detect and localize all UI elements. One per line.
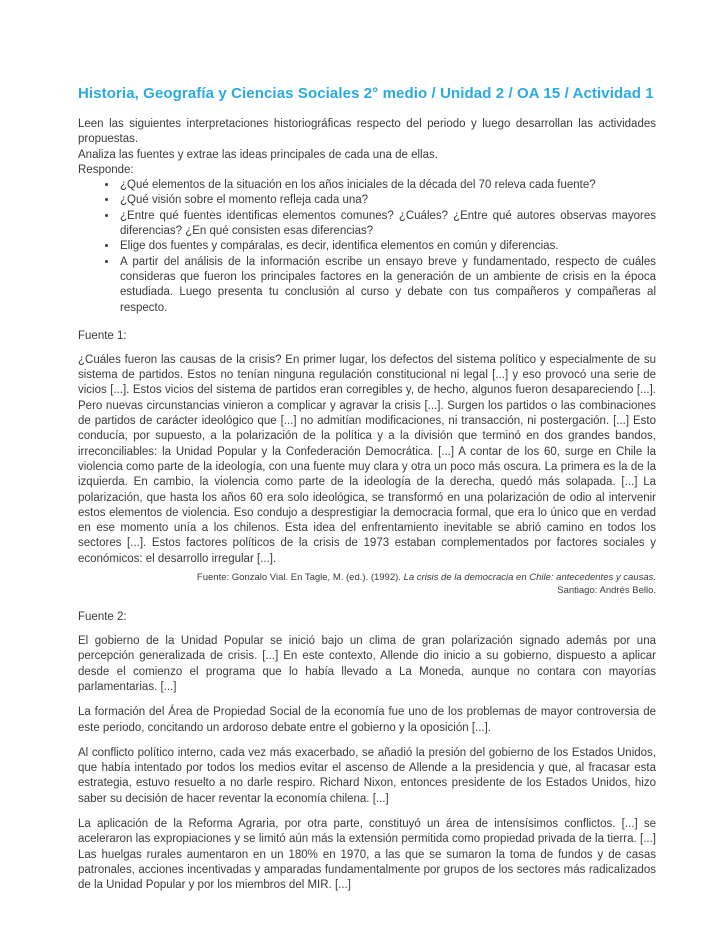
citation-line-1 — [78, 572, 656, 585]
source2-paragraph-3: Al conflicto político interno, cada vez más exacerbado, se añadió la presión del gobierno de los Estados Unidos, que había intentado por todos los medios evitar el ascenso de Allende a la presidencia y que, al fracasar esta estrategia, estuvo resuelto a no darle respiro. Richard Nixon, entonces presidente de los Estados Unidos, hizo saber su decisión de hacer reventar la economía chilena. [...] — [78, 746, 656, 805]
question-item: • ¿Qué elementos de la situación en los años iniciales de la década del 70 releva cada fuente? — [118, 178, 656, 193]
source1-label: Fuente 1: — [78, 329, 127, 342]
source1-citation — [78, 572, 656, 597]
citation-prefix: Fuente: Gonzalo Vial. En Tagle, M. (ed.). (1992). — [196, 572, 404, 584]
source2-label: Fuente 2: — [78, 611, 127, 624]
citation-line-2: Santiago: Andrés Bello. — [557, 584, 656, 596]
intro-instruction-2: Analiza las fuentes y extrae las ideas principales de cada una de ellas. — [78, 148, 438, 161]
question-item: • ¿Entre qué fuentes identificas elementos comunes? ¿Cuáles? ¿Entre qué autores observas mayores diferencias? ¿En qué consisten esas diferencias? — [118, 209, 656, 240]
intro-instruction-respond: Responde: — [78, 163, 134, 176]
source2-paragraph-2: La formación del Área de Propiedad Social de la economía fue uno de los problemas de mayor controversia de este periodo, concitando un ardoroso debate entre el gobierno y la oposición [...]. — [78, 706, 656, 734]
page-title: Historia, Geografía y Ciencias Sociales 2° medio / Unidad 2 / OA 15 / Actividad 1 — [78, 85, 654, 102]
citation-title: La crisis de la democracia en Chile: antecedentes y causas. — [403, 572, 656, 584]
source2-paragraph-1: El gobierno de la Unidad Popular se inició bajo un clima de gran polarización signado además por una percepción generalizada de crisis. [...] En este contexto, Allende dio inicio a su gobierno, dispuesto a aplicar desde el comienzo el programa que lo había llevado a La Moneda, aunque no contara con mayorías parlamentarias. [...] — [78, 635, 656, 693]
source1-text: ¿Cuáles fueron las causas de la crisis? En primer lugar, los defectos del sistema político y especialmente de su sistema de partidos. Estos no tenían ninguna regulación constitucional ni legal [...] y eso provocó una serie de vicios [...]. Estos vicios del sistema de partidos eran corregibles y, de hecho, algunos fueron desapareciendo [...]. Pero nuevas circunstancias vinieron a complicar y agravar la crisis [...]. Surgen los partidos o las combinaciones de partidos de carácter ideológico que [...] no admitían modificaciones, ni transacción, ni postergación. [...] Esto conducía, por supuesto, a la polarización de la política y a la división que terminó en dos grandes bandos, irreconciliables: la Unidad Popular y la Confederación Democrática. [...] A contar de los 60, surge en Chile la violencia como parte de la ideología, con una fuente muy clara y otra un poco más oscura. La primera es la de la izquierda. En cambio, la violencia como parte de la ideología de la derecha, quedó más solapada. [...] La polarización, que hasta los años 60 era solo ideológica, se transformó en una polarización de odio al intervenir estos elementos de violencia. Eso condujo a desprestigiar la democracia formal, que era lo único que en verdad en ese momento unía a los chilenos. Esta idea del enfrentamiento inevitable se abrió camino en todos los sectores [...]. Estos factores políticos de la crisis de 1973 estaban complementados por factores sociales y económicos: el desarrollo irregular [...]. — [78, 353, 656, 565]
question-item: • A partir del análisis de la información escribe un ensayo breve y fundamentado, respecto de cuáles consideras que fueron los principales factores en la generación de un ambiente de crisis en la época estudiada. Luego presenta tu conclusión al curso y debate con tus compañeros y compañeras al respecto. — [118, 255, 656, 316]
intro-instruction-1: Leen las siguientes interpretaciones historiográficas respecto del periodo y luego desarrollan las actividades propuestas. — [78, 118, 656, 146]
source2-paragraph-4: La aplicación de la Reforma Agraria, por otra parte, constituyó un área de intensísimos conflictos. [...] se aceleraron las expropiaciones y se limitó aún más la extensión permitida como propiedad privada de la tierra. [...] Las huelgas rurales aumentaron en un 180% en 1970, a las que se sumaron la toma de fundos y de casas patronales, acciones incentivadas y amparadas fundamentalmente por grupos de los sectores más radicalizados de la Unidad Popular y por los miembros del MIR. [...] — [78, 817, 656, 892]
question-item: • Elige dos fuentes y compáralas, es decir, identifica elementos en común y diferencias. — [118, 239, 656, 254]
question-item: • ¿Qué visión sobre el momento refleja cada una? — [118, 193, 656, 208]
question-list — [78, 178, 656, 316]
